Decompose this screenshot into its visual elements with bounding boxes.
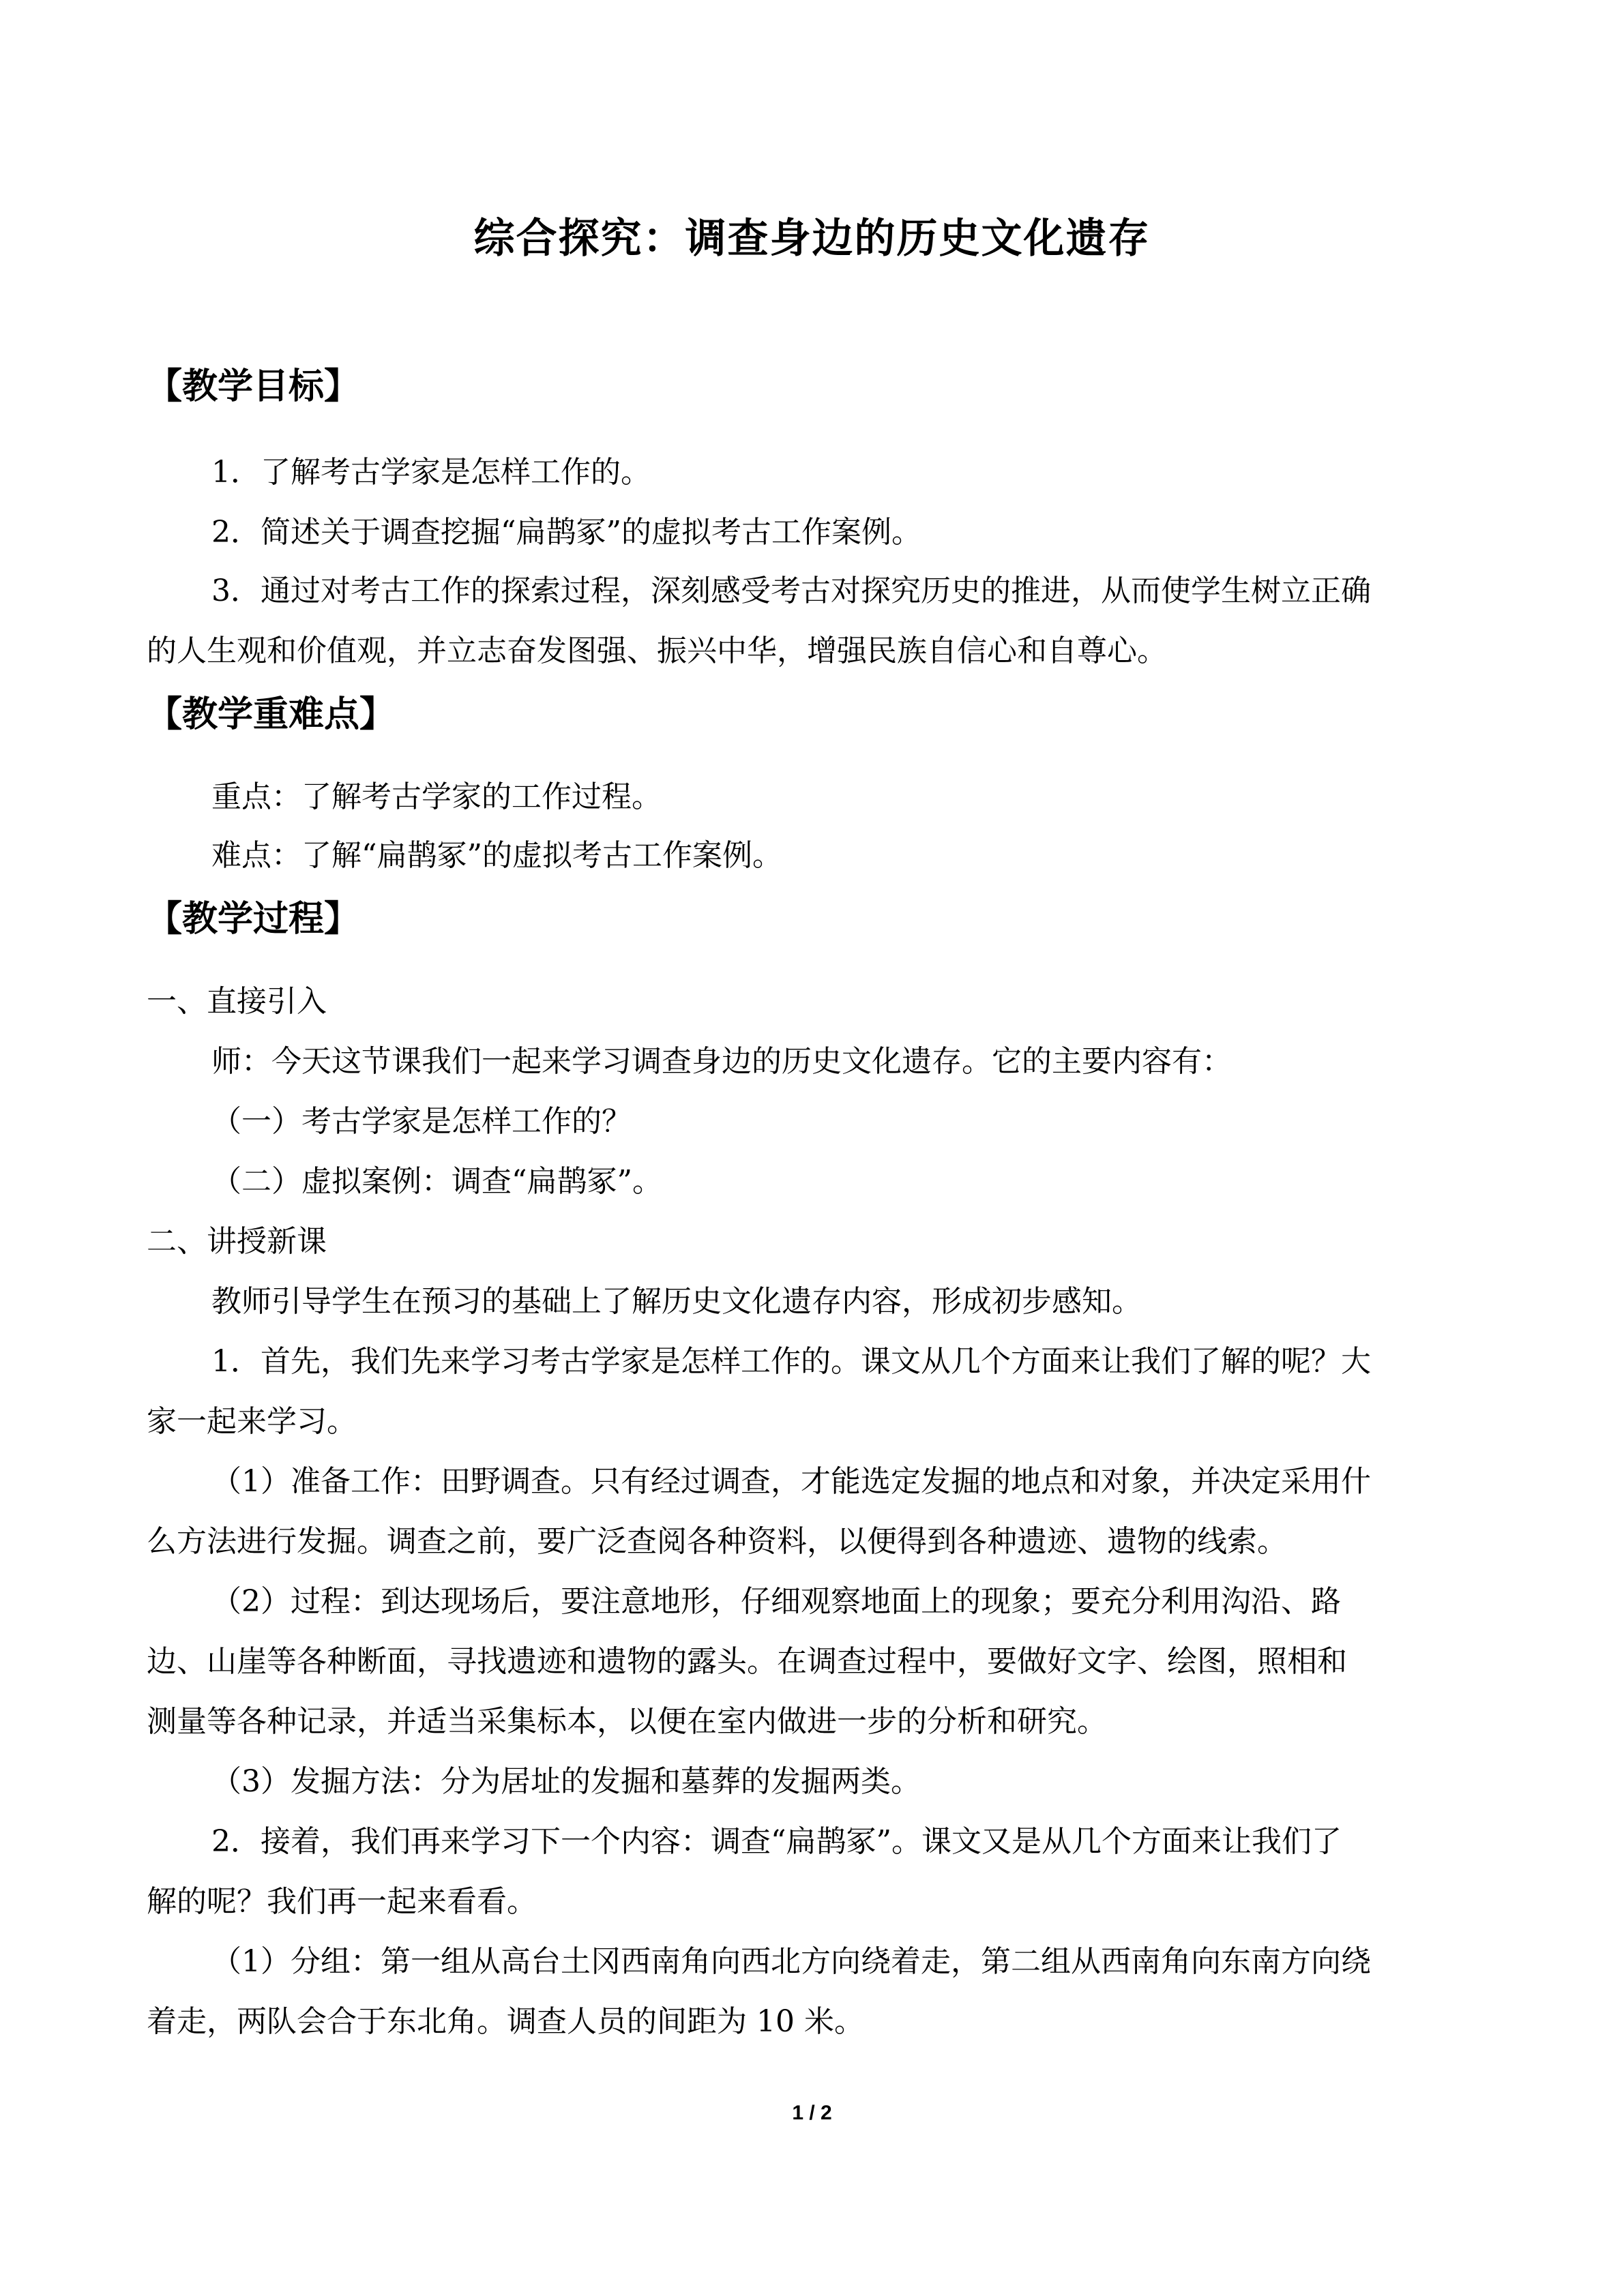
objective-line: 3．通过对考古工作的探索过程，深刻感受考古对探究历史的推进，从而使学生树立正确 [211, 573, 1371, 608]
process-line: 家一起来学习。 [147, 1404, 357, 1439]
process-line: 师：今天这节课我们一起来学习调查身边的历史文化遗存。它的主要内容有： [211, 1044, 1232, 1079]
process-line: （二）虚拟案例：调查“扁鹊冢”。 [211, 1164, 662, 1199]
keypoint-line: 重点：了解考古学家的工作过程。 [211, 779, 662, 814]
objective-line: 1．了解考古学家是怎样工作的。 [211, 455, 651, 490]
process-line: 解的呢？我们再一起来看看。 [147, 1884, 537, 1919]
process-line: （1）准备工作：田野调查。只有经过调查，才能选定发掘的地点和对象，并决定采用什 [211, 1464, 1371, 1499]
process-line: （2）过程：到达现场后，要注意地形，仔细观察地面上的现象；要充分利用沟沿、路 [211, 1584, 1341, 1619]
process-line: 一、直接引入 [147, 984, 327, 1019]
process-line: 着走，两队会合于东北角。调查人员的间距为 10 米。 [147, 2004, 864, 2039]
process-heading: 【教学过程】 [147, 898, 360, 940]
keypoint-line: 难点：了解“扁鹊冢”的虚拟考古工作案例。 [211, 838, 782, 873]
process-line: 边、山崖等各种断面，寻找遗迹和遗物的露头。在调查过程中，要做好文字、绘图，照相和 [147, 1644, 1347, 1679]
page-title: 综合探究：调查身边的历史文化遗存 [473, 215, 1151, 263]
objective-line: 的人生观和价值观，并立志奋发图强、振兴中华，增强民族自信心和自尊心。 [147, 633, 1167, 668]
process-line: 二、讲授新课 [147, 1224, 327, 1259]
keypoints-heading: 【教学重难点】 [147, 694, 396, 735]
process-line: 么方法进行发掘。调查之前，要广泛查阅各种资料，以便得到各种遗迹、遗物的线索。 [147, 1524, 1287, 1559]
objective-line: 2．简述关于调查挖掘“扁鹊冢”的虚拟考古工作案例。 [211, 515, 921, 550]
process-line: （一）考古学家是怎样工作的？ [211, 1104, 632, 1139]
process-line: 教师引导学生在预习的基础上了解历史文化遗存内容，形成初步感知。 [211, 1284, 1142, 1319]
page-number: 1 / 2 [792, 2102, 832, 2124]
objectives-heading: 【教学目标】 [147, 366, 360, 407]
process-line: 测量等各种记录，并适当采集标本，以便在室内做进一步的分析和研究。 [147, 1704, 1107, 1739]
process-line: 2．接着，我们再来学习下一个内容：调查“扁鹊冢”。课文又是从几个方面来让我们了 [211, 1824, 1342, 1859]
process-line: 1．首先，我们先来学习考古学家是怎样工作的。课文从几个方面来让我们了解的呢？大 [211, 1344, 1371, 1379]
process-line: （1）分组：第一组从高台土冈西南角向西北方向绕着走，第二组从西南角向东南方向绕 [211, 1944, 1371, 1979]
process-line: （3）发掘方法：分为居址的发掘和墓葬的发掘两类。 [211, 1764, 921, 1799]
